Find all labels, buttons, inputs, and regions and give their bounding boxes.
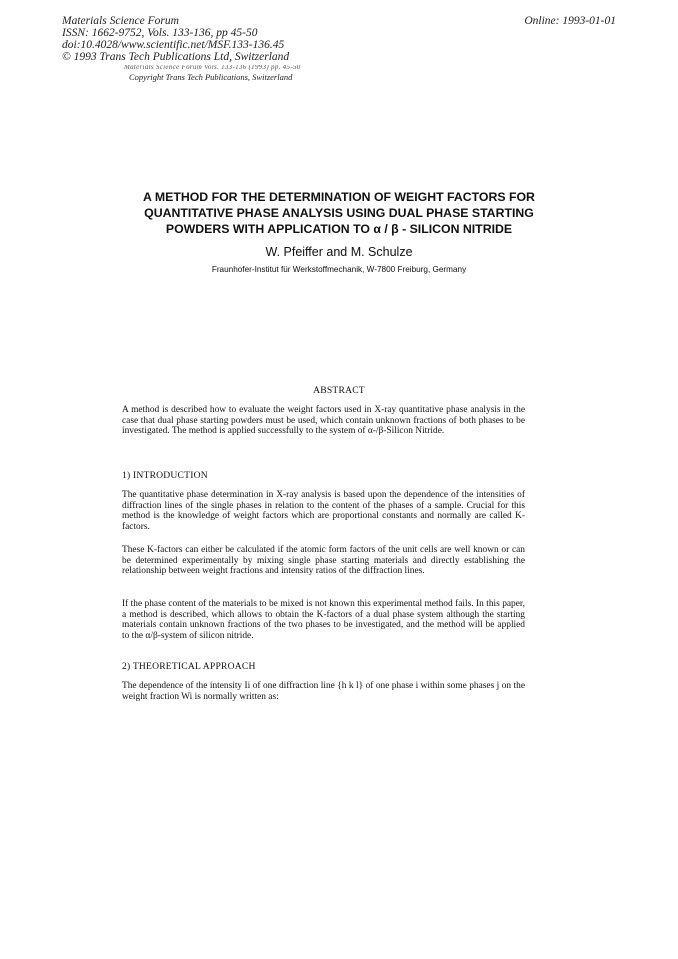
doi-link[interactable]: doi:10.4028/www.scientific.net/MSF.133-136.45 [62,39,285,51]
introduction-heading: 1) INTRODUCTION [122,470,208,481]
print-copyright: Copyright Trans Tech Publications, Switzerland [129,72,293,82]
publisher-copyright: © 1993 Trans Tech Publications Ltd, Switzerland [62,51,290,63]
journal-name: Materials Science Forum [62,15,179,27]
theory-paragraph-1: The dependence of the intensity Ii of one diffraction line {h k l} of one phase i within some phases j on the weight fraction Wi is normally written as: [122,681,525,702]
abstract-text: A method is described how to evaluate the weight factors used in X-ray quantitative phase analysis in the case that dual phase starting powders must be used, which contain unknown fractions of both phases to be investigated. The method is applied successfully to the system of α-/β-Silicon Nitride. [122,405,525,437]
publication-metadata [62,15,289,63]
authors: W. Pfeiffer and M. Schulze [265,245,413,259]
title-line-2: QUANTITATIVE PHASE ANALYSIS USING DUAL PHASE STARTING [144,206,534,220]
paper-title [92,189,586,237]
affiliation: Fraunhofer-Institut für Werkstoffmechanik, W-7800 Freiburg, Germany [211,265,467,274]
title-line-3: POWDERS WITH APPLICATION TO α / β - SILICON NITRIDE [165,222,513,236]
issn-line: ISSN: 1662-9752, Vols. 133-136, pp 45-50 [62,27,258,39]
theory-heading: 2) THEORETICAL APPROACH [122,661,256,672]
introduction-paragraph-2: These K-factors can either be calculated if the atomic form factors of the unit cells are well known or can be determined experimentally by mixing single phase starting materials and directly establishing the relationship between weight fractions and intensity ratios of the diffraction lines. [122,545,525,577]
introduction-paragraph-3: If the phase content of the materials to be mixed is not known this experimental method fails. In this paper, a method is described, which allows to obtain the K-factors of a dual phase system although the starting materials contain unknown fractions of the two phases to be investigated, and the method will be applied to the α/β-system of silicon nitride. [122,599,525,641]
title-line-1: A METHOD FOR THE DETERMINATION OF WEIGHT FACTORS FOR [143,190,535,204]
overprinted-citation: Materials Science Forum Vols. 133-136 (1993) pp. 45-50 [124,65,301,71]
online-date: Online: 1993-01-01 [524,15,616,27]
abstract-heading: ABSTRACT [313,385,365,396]
introduction-paragraph-1: The quantitative phase determination in X-ray analysis is based upon the dependence of the intensities of diffraction lines of the single phases in relation to the content of the phases of a sample. Crucial for this method is the knowledge of weight factors which are proportional constants and normally are called K-factors. [122,490,525,532]
